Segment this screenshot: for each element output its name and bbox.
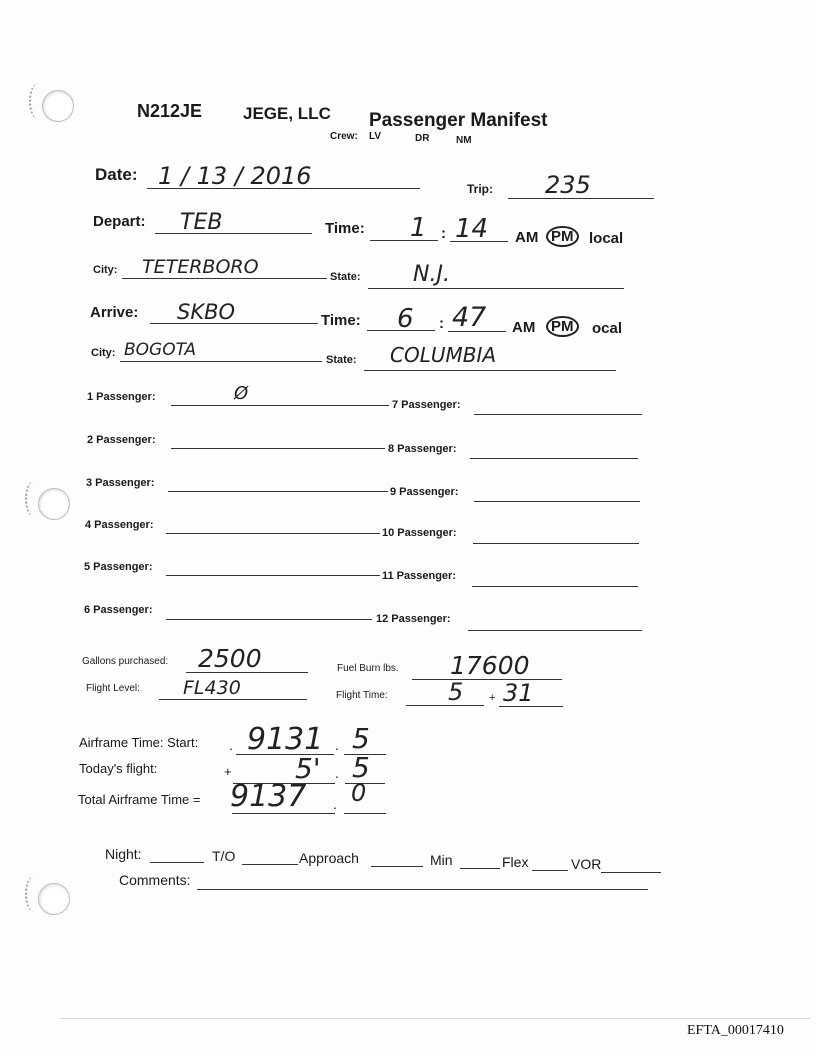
passenger-12-label: 12 Passenger: — [376, 613, 451, 625]
header-company: JEGE, LLC — [243, 104, 331, 123]
total-airframe-tenth-line — [344, 813, 386, 814]
todays-flight-decimal: . — [335, 765, 339, 781]
depart-local: local — [589, 230, 624, 247]
depart-state-value: N.J. — [413, 262, 450, 287]
crew-1: LV — [369, 131, 382, 142]
airframe-start-decimal: . — [335, 737, 339, 753]
arrive-state-value: COLUMBIA — [390, 343, 497, 367]
arrive-state-label: State: — [326, 354, 357, 366]
passenger-7-line — [474, 414, 642, 415]
passenger-8-label: 8 Passenger: — [388, 443, 457, 455]
passenger-3-line — [168, 491, 388, 492]
vor-line — [601, 872, 661, 873]
passenger-3-label: 3 Passenger: — [86, 477, 155, 489]
crew-3: NM — [456, 135, 472, 146]
arrive-city-label: City: — [91, 347, 116, 359]
depart-state-label: State: — [330, 271, 361, 283]
arrive-colon: : — [439, 315, 444, 332]
min-line — [460, 868, 500, 869]
passenger-11-line — [472, 586, 638, 587]
comments-line — [197, 889, 648, 890]
binder-hole-bottom — [38, 883, 70, 915]
todays-flight-whole: 5' — [295, 752, 321, 785]
crew-2: DR — [415, 133, 430, 144]
passenger-10-label: 10 Passenger: — [382, 527, 457, 539]
airframe-start-whole: 9131 — [247, 722, 324, 757]
to-line — [242, 864, 298, 865]
vor-label: VOR — [571, 856, 602, 872]
passenger-1-line — [171, 405, 389, 406]
trip-value: 235 — [545, 171, 591, 199]
passenger-9-line — [474, 501, 640, 502]
total-airframe-tenth: 0 — [351, 779, 367, 807]
date-value: 1 / 13 / 2016 — [158, 162, 312, 190]
depart-pm-circled: PM — [546, 226, 579, 247]
binder-hole-top — [42, 90, 74, 122]
todays-flight-tenth: 5 — [352, 751, 370, 784]
depart-state-line — [368, 288, 624, 289]
fuel-burn-value: 17600 — [450, 651, 530, 680]
arrive-value: SKBO — [177, 300, 236, 324]
night-label: Night: — [105, 846, 142, 862]
arrive-label: Arrive: — [90, 304, 139, 321]
airframe-start-label: Airframe Time: Start: — [79, 735, 199, 750]
arrive-time-label: Time: — [321, 312, 361, 329]
gallons-label: Gallons purchased: — [82, 656, 169, 667]
depart-label: Depart: — [93, 213, 146, 230]
depart-time-label: Time: — [325, 220, 365, 237]
passenger-5-line — [166, 575, 380, 576]
todays-flight-label: Today's flight: — [79, 761, 158, 776]
min-label: Min — [430, 852, 453, 868]
arrive-hour: 6 — [397, 304, 414, 334]
date-label: Date: — [95, 165, 138, 184]
depart-colon: : — [441, 225, 446, 242]
passenger-6-label: 6 Passenger: — [84, 604, 153, 616]
passenger-12-line — [468, 630, 642, 631]
bates-number: EFTA_00017410 — [687, 1023, 784, 1038]
total-airframe-label: Total Airframe Time = — [78, 792, 201, 807]
gallons-value: 2500 — [198, 644, 262, 673]
passenger-11-label: 11 Passenger: — [382, 570, 456, 582]
depart-city-label: City: — [93, 264, 118, 276]
airframe-start-dot-lead: . — [229, 737, 233, 753]
to-label: T/O — [212, 848, 236, 864]
comments-label: Comments: — [119, 872, 191, 888]
binder-hole-middle — [38, 488, 70, 520]
arrive-pm-circled: PM — [546, 316, 579, 337]
flight-time-hours-line — [406, 705, 484, 706]
passenger-8-line — [470, 458, 638, 459]
passenger-1-label: 1 Passenger: — [87, 391, 156, 403]
depart-value: TEB — [180, 210, 223, 235]
fuel-burn-label: Fuel Burn lbs. — [337, 663, 399, 674]
total-airframe-decimal: . — [333, 796, 337, 812]
flight-level-label: Flight Level: — [86, 683, 140, 694]
arrive-city-line — [120, 361, 322, 362]
depart-line — [155, 233, 312, 234]
flight-level-value: FL430 — [183, 677, 241, 699]
flex-label: Flex — [502, 854, 529, 870]
passenger-4-label: 4 Passenger: — [85, 519, 154, 531]
crew-label: Crew: — [330, 131, 358, 142]
trip-label: Trip: — [467, 182, 493, 196]
header-tail-number: N212JE — [137, 101, 203, 121]
arrive-am: AM — [512, 319, 536, 336]
flex-line — [532, 870, 568, 871]
flight-time-label: Flight Time: — [336, 690, 388, 701]
arrive-minute: 47 — [452, 302, 487, 333]
flight-time-hours: 5 — [448, 678, 464, 706]
passenger-6-line — [166, 619, 372, 620]
flight-time-minutes: 31 — [503, 679, 534, 707]
arrive-state-line — [364, 370, 616, 371]
scan-edge-line — [60, 1018, 810, 1019]
passenger-7-label: 7 Passenger: — [392, 399, 461, 411]
depart-city-line — [122, 278, 327, 279]
passenger-4-line — [166, 533, 380, 534]
depart-hour: 1 — [410, 213, 427, 243]
header-title: Passenger Manifest — [369, 110, 548, 131]
passenger-2-line — [171, 448, 385, 449]
depart-minute: 14 — [455, 214, 489, 244]
passenger-9-label: 9 Passenger: — [390, 486, 459, 498]
depart-am: AM — [515, 229, 539, 246]
approach-label: Approach — [299, 850, 359, 866]
arrive-city-value: BOGOTA — [124, 340, 197, 360]
approach-line — [371, 866, 423, 867]
flight-level-line — [159, 699, 307, 700]
passenger-2-label: 2 Passenger: — [87, 434, 156, 446]
passenger-10-line — [473, 543, 639, 544]
night-line — [150, 862, 204, 863]
flight-time-plus: + — [489, 692, 496, 704]
passenger-1-value: Ø — [234, 383, 249, 404]
arrive-local: ocal — [592, 320, 623, 337]
total-airframe-whole: 9137 — [230, 779, 307, 814]
depart-hour-line — [370, 240, 438, 241]
todays-flight-plus: + — [224, 764, 232, 779]
depart-city-value: TETERBORO — [142, 256, 259, 278]
passenger-5-label: 5 Passenger: — [84, 561, 153, 573]
airframe-start-tenth: 5 — [352, 722, 370, 755]
